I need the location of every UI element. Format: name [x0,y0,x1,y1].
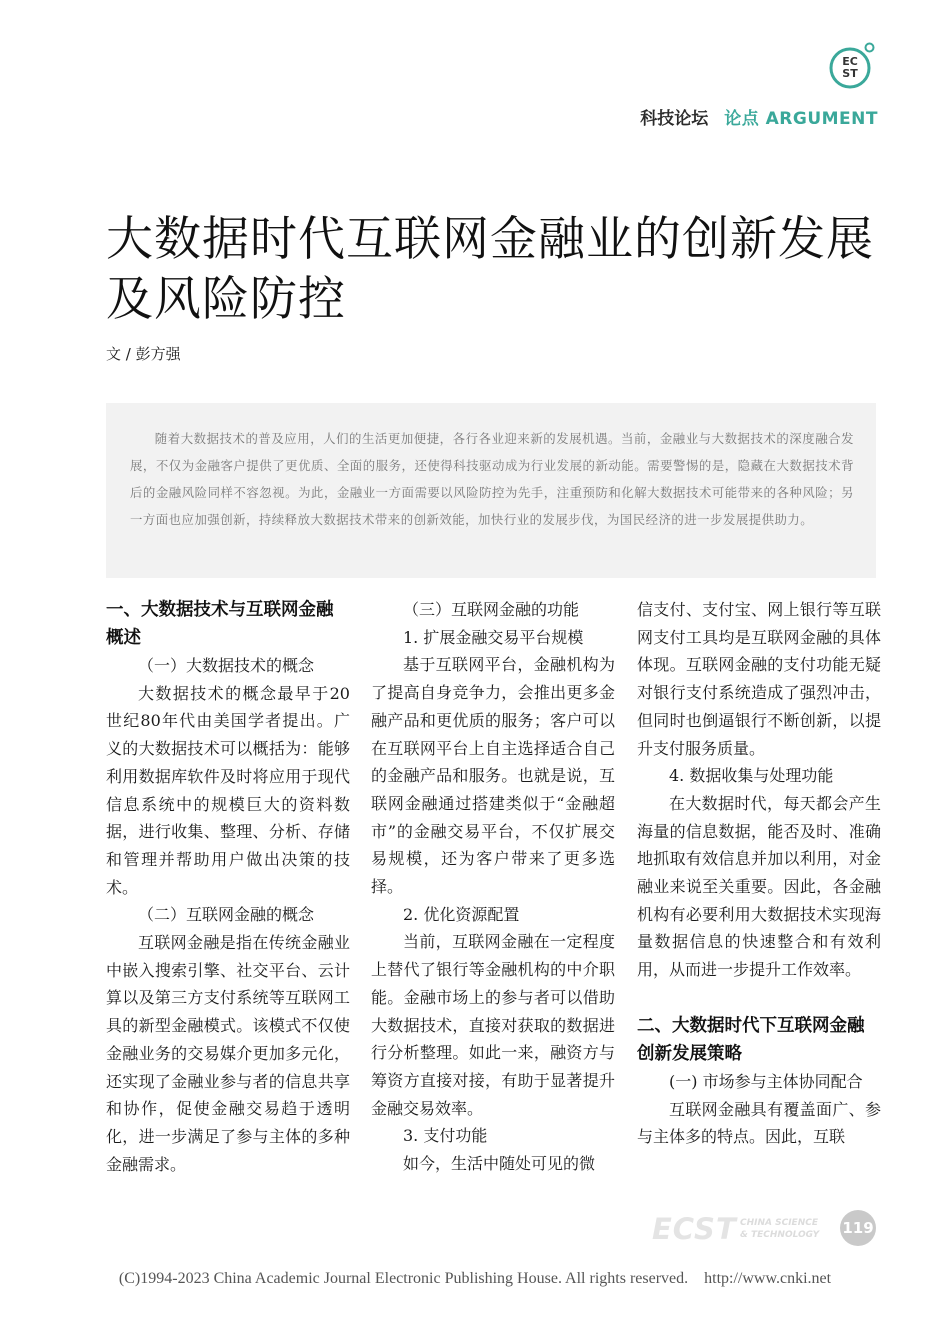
subheading-bigdata-concept: （一）大数据技术的概念 [138,656,315,675]
cnki-url[interactable]: http://www.cnki.net [704,1270,832,1287]
body-column-3 [637,596,881,1151]
subheading-internet-finance-concept: （二）互联网金融的概念 [138,905,315,925]
heading-section-2: 二、大数据时代下互联网金融创新发展策略 [637,1015,865,1064]
logo-text-top: EC [842,55,858,68]
subheading-function-2: 2. 优化资源配置 [403,904,520,924]
paragraph-function-3-start: 如今，生活中随处可见的微 [403,1154,596,1174]
body-column-2 [371,596,615,1178]
title-line-2: 及风险防控 [106,272,346,327]
copyright-line [0,1270,950,1288]
heading-section-1: 一、大数据技术与互联网金融概述 [106,600,334,648]
abstract: 随着大数据技术的普及应用，人们的生活更加便捷，各行各业迎来新的发展机遇。当前，金融业与大数据技术的深度融合发展，不仅为金融客户提供了更优质、全面的服务，还使得科技驱动成为行业发展的新动能。需要警惕的是，隐藏在大数据技术背后的金融风险同样不容忽视。为此，金融业一方面需要以风险防控为先手，注重预防和化解大数据技术可能带来的各种风险；另一方面也应加强创新，持续释放大数据技术带来的创新效能，加快行业的发展步伐，为国民经济的进一步发展提供助力。 [106,403,876,578]
subheading-function-4: 4. 数据收集与处理功能 [669,766,834,786]
paragraph-market-participants: 互联网金融具有覆盖面广、参与主体多的特点。因此，互联 [637,1099,881,1147]
footer-brand-mark: ECST [652,1212,737,1246]
footer-brand-sub1: CHINA SCIENCE [740,1218,818,1228]
footer-brand-subtitle [740,1217,819,1241]
page-number: 119 [840,1210,876,1246]
subheading-market-participants: (一) 市场参与主体协同配合 [669,1071,863,1091]
copyright-text: (C)1994-2023 China Academic Journal Electronic Publishing House. All rights reserved. [118,1270,689,1287]
logo-text-bottom: ST [842,67,858,80]
paragraph-function-2: 当前，互联网金融在一定程度上替代了银行等金融机构的中介职能。金融市场上的参与者可以借助大数据技术，直接对获取的数据进行分析整理。如此一来，融资方与筹资方直接对接，有助于显著提升金融交易效率。 [371,932,615,1118]
paragraph-function-1: 基于互联网平台，金融机构为了提高自身竞争力，会推出更多金融产品和更优质的服务；客户可以在互联网平台上自主选择适合自己的金融产品和服务。也就是说，互联网金融通过搭建类似于“金融超市”的金融交易平台，不仅扩展交易规模，还为客户带来了更多选择。 [371,655,615,897]
paragraph-bigdata-concept: 大数据技术的概念最早于20世纪80年代由美国学者提出。广义的大数据技术可以概括为：能够利用数据库软件及时将应用于现代信息系统中的规模巨大的资料数据，进行收集、整理、分析、存储和管理并帮助用户做出决策的技术。 [106,683,350,897]
subheading-function-3: 3. 支付功能 [403,1126,488,1146]
article-title [106,210,886,330]
paragraph-function-4: 在大数据时代，每天都会产生海量的信息数据，能否及时、准确地抓取有效信息并加以利用，对金融业来说至关重要。因此，各金融机构有必要利用大数据技术实现海量数据信息的快速整合和有效利用，从而进一步提升工作效率。 [637,793,881,980]
section-name: 科技论坛 [640,109,709,129]
subheading-internet-finance-functions: （三）互联网金融的功能 [403,600,580,619]
ecst-logo [826,40,880,94]
running-header [640,104,878,129]
paragraph-function-3-cont: 信支付、支付宝、网上银行等互联网支付工具均是互联网金融的具体体现。互联网金融的支付功能无疑对银行支付系统造成了强烈冲击，但同时也倒逼银行不断创新，以提升支付服务质量。 [637,600,881,758]
column-label: 论点 ARGUMENT [724,109,878,129]
body-column-1 [106,596,350,1178]
byline: 文 / 彭方强 [106,345,181,363]
paragraph-internet-finance-concept: 互联网金融是指在传统金融业中嵌入搜索引擎、社交平台、云计算以及第三方支付系统等互联网工具的新型金融模式。该模式不仅使金融业务的交易媒介更加多元化，还实现了金融业参与者的信息共享和协作，促使金融交易趋于透明化，进一步满足了参与主体的多种金融需求。 [106,933,350,1174]
subheading-function-1: 1. 扩展金融交易平台规模 [403,627,584,647]
footer-brand-sub2: & TECHNOLOGY [740,1230,820,1240]
title-line-1: 大数据时代互联网金融业的创新发展 [106,212,874,267]
